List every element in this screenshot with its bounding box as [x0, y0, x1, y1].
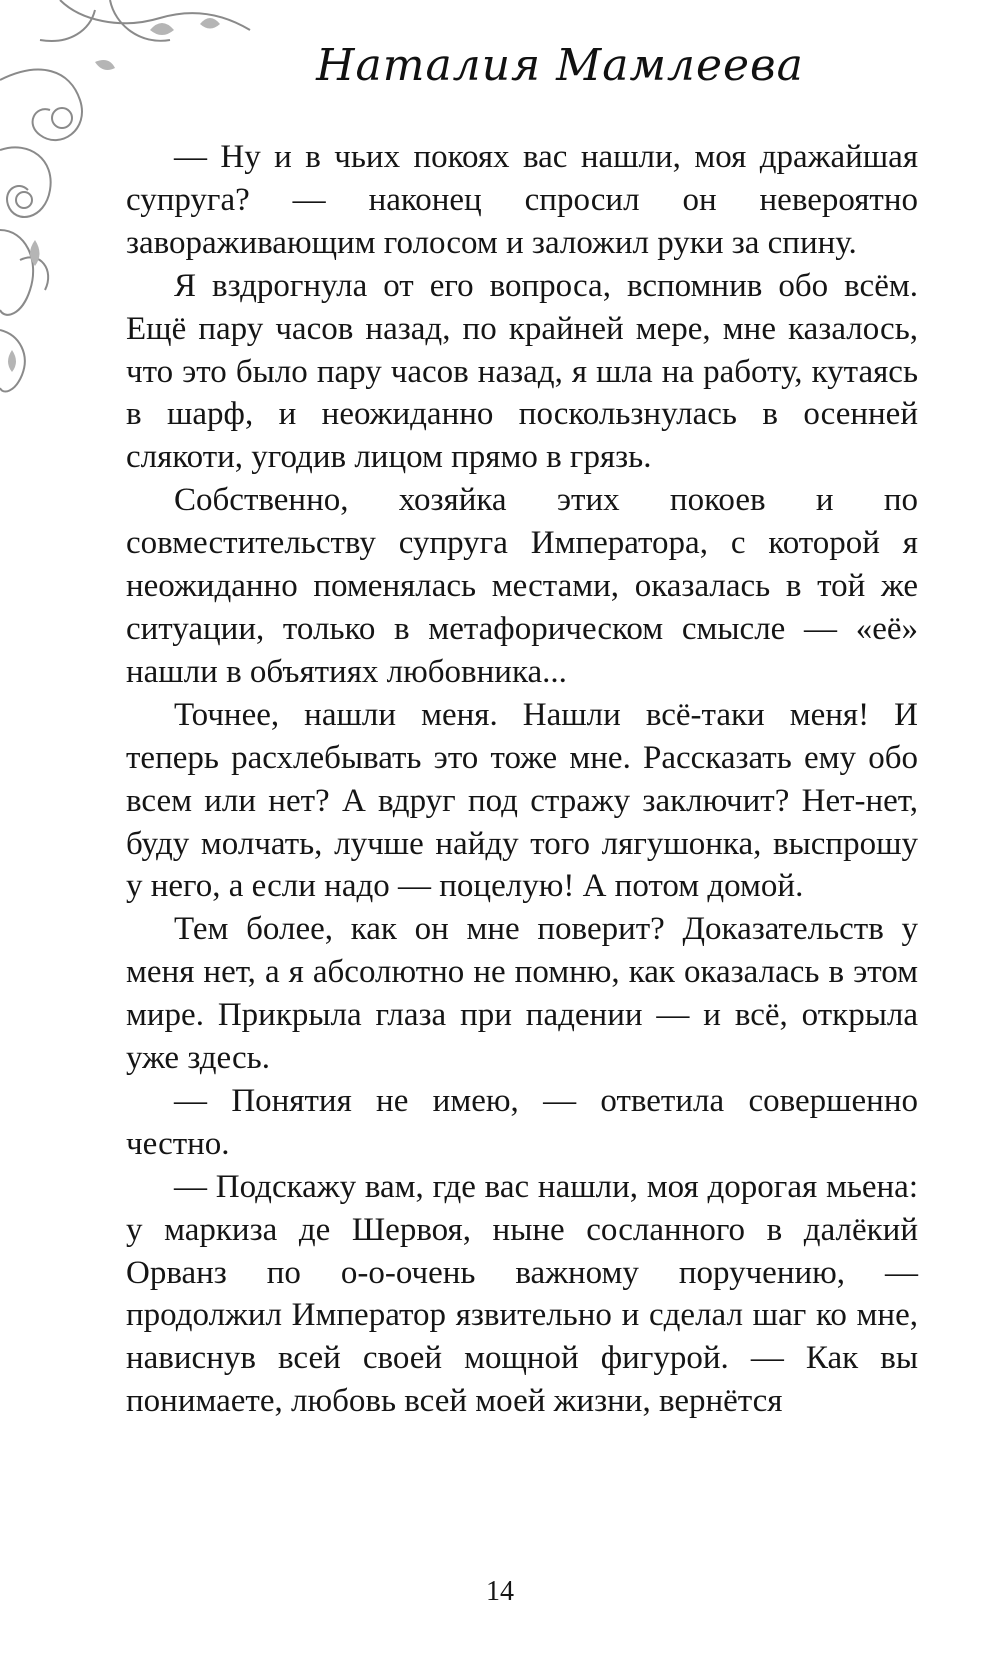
paragraph: Я вздрогнула от его вопроса, вспомнив обо всём. Ещё пару часов назад, по крайней мере, мне казалось, что это было пару часов назад, я шла на работу, кутаясь в шарф, и неожиданно поскользнулась в осенней слякоти, угодив лицом прямо в грязь. [126, 267, 918, 476]
paragraph: Собственно, хозяйка этих покоев и по совместительству супруга Императора, с которой я неожиданно поменялась местами, оказалась в той же ситуации, только в метафорическом смысле — «её» нашли в объятиях любовника... [126, 482, 918, 690]
paragraph: — Подскажу вам, где вас нашли, моя дорогая мьена: у маркиза де Шервоя, ныне сосланного в далёкий Орванз по о-о-очень важному поручению, — продолжил Император язвительно и сделал шаг ко мне, нависнув всей своей мощной фигурой. — Как вы понимаете, любовь всей моей жизни, вернётся [126, 1168, 918, 1420]
paragraph: Тем более, как он мне поверит? Доказательств у меня нет, а я абсолютно не помню, как оказалась в этом мире. Прикрыла глаза при падении — и всё, открыла уже здесь. [126, 911, 918, 1077]
body-text [126, 136, 918, 1423]
page-number: 14 [486, 1576, 514, 1607]
running-header-author: Наталия Мамлеева [316, 40, 804, 91]
paragraph: — Ну и в чьих покоях вас нашли, моя дражайшая супруга? — наконец спросил он невероятно завораживающим голосом и заложил руки за спину. [126, 139, 918, 261]
paragraph: — Понятия не имею, — ответила совершенно честно. [126, 1082, 918, 1162]
paragraph: Точнее, нашли меня. Нашли всё-таки меня! И теперь расхлебывать это тоже мне. Рассказать ему обо всем или нет? А вдруг под стражу заключит? Нет-нет, буду молчать, лучше найду того лягушонка, выспрошу у него, а если надо — поцелую! А потом домой. [126, 696, 918, 905]
